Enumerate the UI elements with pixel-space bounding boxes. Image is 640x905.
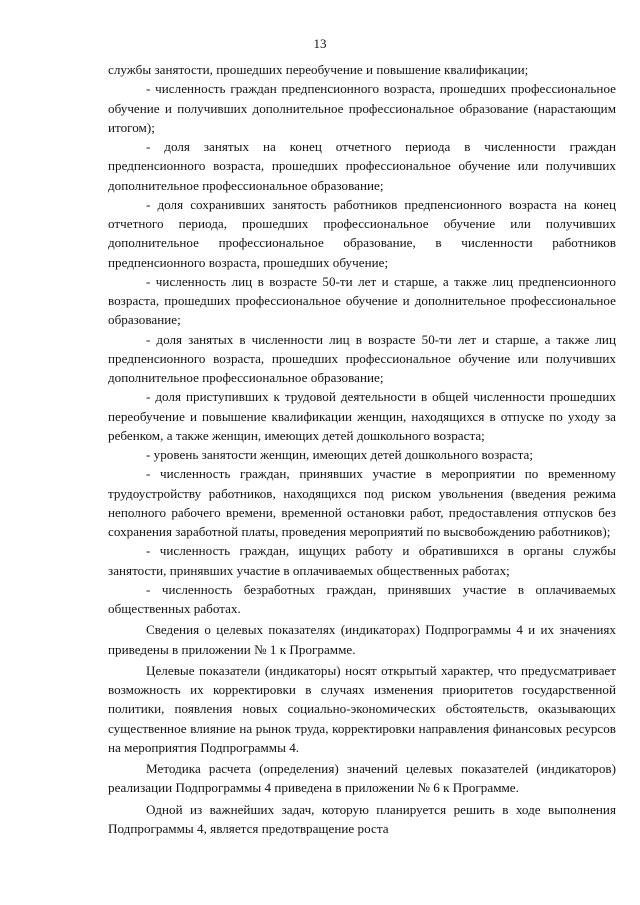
paragraph-targets-reference: Сведения о целевых показателях (индикаторах) Подпрограммы 4 и их значениях приведены в приложении № 1 к Программе. — [108, 622, 616, 657]
list-item-graduates-count: - численность граждан предпенсионного возраста, прошедших профессиональное обучение и получивших дополнительное профессиональное образование (нарастающим итогом); — [108, 81, 616, 135]
list-item-over-50-employed-share: - доля занятых в численности лиц в возрасте 50-ти лет и старше, а также лиц предпенсионного возраста, прошедших профессиональное обучение или получивших дополнительное профессиональное образование; — [108, 331, 616, 385]
paragraph-methodology: Методика расчета (определения) значений целевых показателей (индикаторов) реализации Подпрограммы 4 приведена в приложении № 6 к Программе. — [108, 761, 616, 796]
list-item-unemployed-public-works: - численность безработных граждан, принявших участие в оплачиваемых общественных работах. — [108, 581, 616, 616]
document-body — [108, 60, 616, 838]
paragraph-targets-open-nature: Целевые показатели (индикаторы) носят открытый характер, что предусматривает возможность их корректировки в случаях изменения приоритетов государственной политики, появления новых социально-экономических обстоятельств, оказывающих существенное влияние на рынок труда, корректировки направления финансовых ресурсов на мероприятия Подпрограммы 4. — [108, 662, 616, 755]
list-item-women-employment-rate: - уровень занятости женщин, имеющих детей дошкольного возраста; — [146, 447, 533, 462]
paragraph-continuation: службы занятости, прошедших переобучение и повышение квалификации; — [108, 62, 529, 77]
list-item-over-50-count: - численность лиц в возрасте 50-ти лет и старше, а также лиц предпенсионного возраста, прошедших профессиональное обучение и дополнительное профессиональное образование; — [108, 273, 616, 328]
list-item-temporary-employment-count: - численность граждан, принявших участие в мероприятии по временному трудоустройству работников, находящихся под риском увольнения (введения режима неполного рабочего времени, временной остановки работ, предоставления отпусков без сохранения заработной платы, проведения мероприятий по высвобождению работников); — [108, 466, 616, 539]
paragraph-key-task: Одной из важнейших задач, которую планируется решить в ходе выполнения Подпрограммы 4, является предотвращение роста — [108, 801, 616, 836]
list-item-retained-share: - доля сохранивших занятость работников предпенсионного возраста на конец отчетного периода, прошедших профессиональное обучение или получивших дополнительное профессиональное образование, в численности работников предпенсионного возраста, прошедших обучение; — [108, 196, 616, 270]
list-item-women-returned-share: - доля приступивших к трудовой деятельности в общей численности прошедших переобучение и повышение квалификации женщин, находящихся в отпуске по уходу за ребенком, а также женщин, имеющих детей дошкольного возраста; — [108, 389, 616, 443]
list-item-employed-share: - доля занятых на конец отчетного периода в численности граждан предпенсионного возраста, прошедших профессиональное обучение или получивших дополнительное профессиональное образование; — [108, 139, 616, 193]
page-number: 13 — [313, 36, 327, 51]
list-item-jobseekers-public-works: - численность граждан, ищущих работу и обратившихся в органы службы занятости, принявших участие в оплачиваемых общественных работах; — [108, 543, 616, 578]
